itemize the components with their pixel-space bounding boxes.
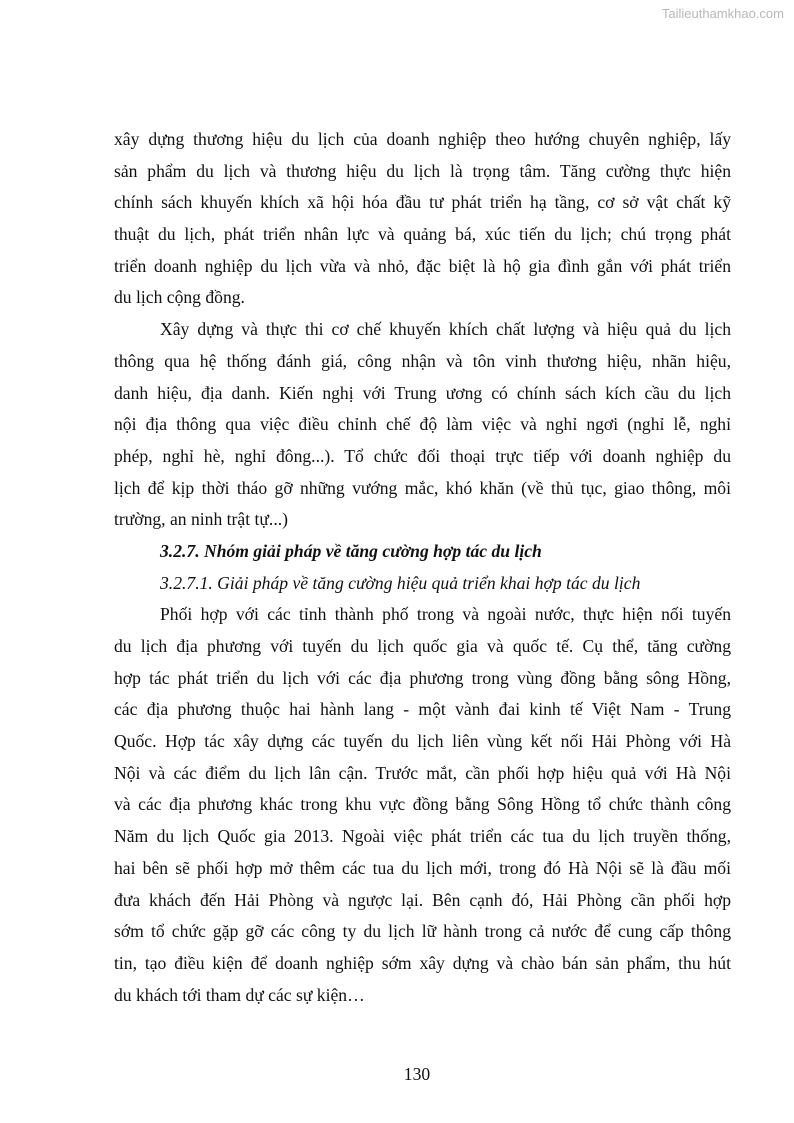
text-line: đưa khách đến Hải Phòng và ngược lại. Bên cạnh đó, Hải Phòng cần phối hợp: [114, 889, 731, 910]
document-body: [114, 124, 731, 1011]
text-line: 3.2.7.1. Giải pháp về tăng cường hiệu quả triển khai hợp tác du lịch: [160, 572, 641, 593]
subsection-heading: [114, 568, 731, 600]
text-line: phép, nghỉ hè, nghỉ đông...). Tổ chức đối thoại trực tiếp với doanh nghiệp du: [114, 445, 731, 466]
text-line: sớm tổ chức gặp gỡ các công ty du lịch lữ hành trong cả nước để cung cấp thông: [114, 921, 731, 942]
text-line: Nội và các điểm du lịch lân cận. Trước mắt, cần phối hợp hiệu quả với Hà Nội: [114, 762, 731, 783]
text-line: 3.2.7. Nhóm giải pháp về tăng cường hợp tác du lịch: [160, 540, 542, 561]
text-line: trường, an ninh trật tự...): [114, 509, 288, 530]
text-line: du khách tới tham dự các sự kiện…: [114, 984, 365, 1005]
text-line: Năm du lịch Quốc gia 2013. Ngoài việc phát triển các tua du lịch truyền thống,: [114, 826, 731, 847]
paragraph: [114, 124, 731, 314]
text-line: Quốc. Hợp tác xây dựng các tuyến du lịch liên vùng kết nối Hải Phòng với Hà: [114, 731, 731, 752]
text-line: và các địa phương khác trong khu vực đồng bằng Sông Hồng tổ chức thành công: [114, 794, 731, 815]
text-line: nội địa thông qua việc điều chỉnh chế độ làm việc và nghỉ ngơi (nghỉ lễ, nghỉ: [114, 414, 731, 435]
text-line: hai bên sẽ phối hợp mở thêm các tua du lịch mới, trong đó Hà Nội sẽ là đầu mối: [114, 857, 731, 878]
text-line: du lịch địa phương với tuyến du lịch quốc gia và quốc tế. Cụ thể, tăng cường: [114, 636, 731, 656]
text-line: thông qua hệ thống đánh giá, công nhận và tôn vinh thương hiệu, nhãn hiệu,: [114, 350, 731, 371]
text-line: danh hiệu, địa danh. Kiến nghị với Trung ương có chính sách kích cầu du lịch: [114, 382, 731, 403]
paragraph: [114, 599, 731, 1011]
text-line: tin, tạo điều kiện để doanh nghiệp sớm xây dựng và chào bán sản phẩm, thu hút: [114, 952, 731, 973]
text-line: thuật du lịch, phát triển nhân lực và quảng bá, xúc tiến du lịch; chú trọng phát: [114, 224, 731, 245]
text-line: hợp tác phát triển du lịch với các địa phương trong vùng đồng bằng sông Hồng,: [114, 667, 731, 688]
text-line: Phối hợp với các tỉnh thành phố trong và ngoài nước, thực hiện nối tuyến: [160, 604, 731, 625]
paragraph: [114, 314, 731, 536]
text-line: xây dựng thương hiệu du lịch của doanh nghiệp theo hướng chuyên nghiệp, lấy: [114, 129, 731, 149]
page-number: 130: [403, 1064, 431, 1084]
text-line: Xây dựng và thực thi cơ chế khuyến khích chất lượng và hiệu quả du lịch: [160, 319, 731, 340]
watermark: Tailieuthamkhao.com: [661, 6, 784, 21]
text-line: sản phẩm du lịch và thương hiệu du lịch là trọng tâm. Tăng cường thực hiện: [114, 160, 731, 181]
text-line: du lịch cộng đồng.: [114, 287, 245, 308]
text-line: triển doanh nghiệp du lịch vừa và nhỏ, đặc biệt là hộ gia đình gắn với phát triển: [114, 255, 731, 276]
text-line: chính sách khuyến khích xã hội hóa đầu tư phát triển hạ tầng, cơ sở vật chất kỹ: [114, 192, 731, 213]
text-line: các địa phương thuộc hai hành lang - một vành đai kinh tế Việt Nam - Trung: [114, 699, 731, 720]
section-heading: [114, 536, 731, 568]
text-line: lịch để kịp thời tháo gỡ những vướng mắc, khó khăn (về thủ tục, giao thông, môi: [114, 477, 731, 498]
